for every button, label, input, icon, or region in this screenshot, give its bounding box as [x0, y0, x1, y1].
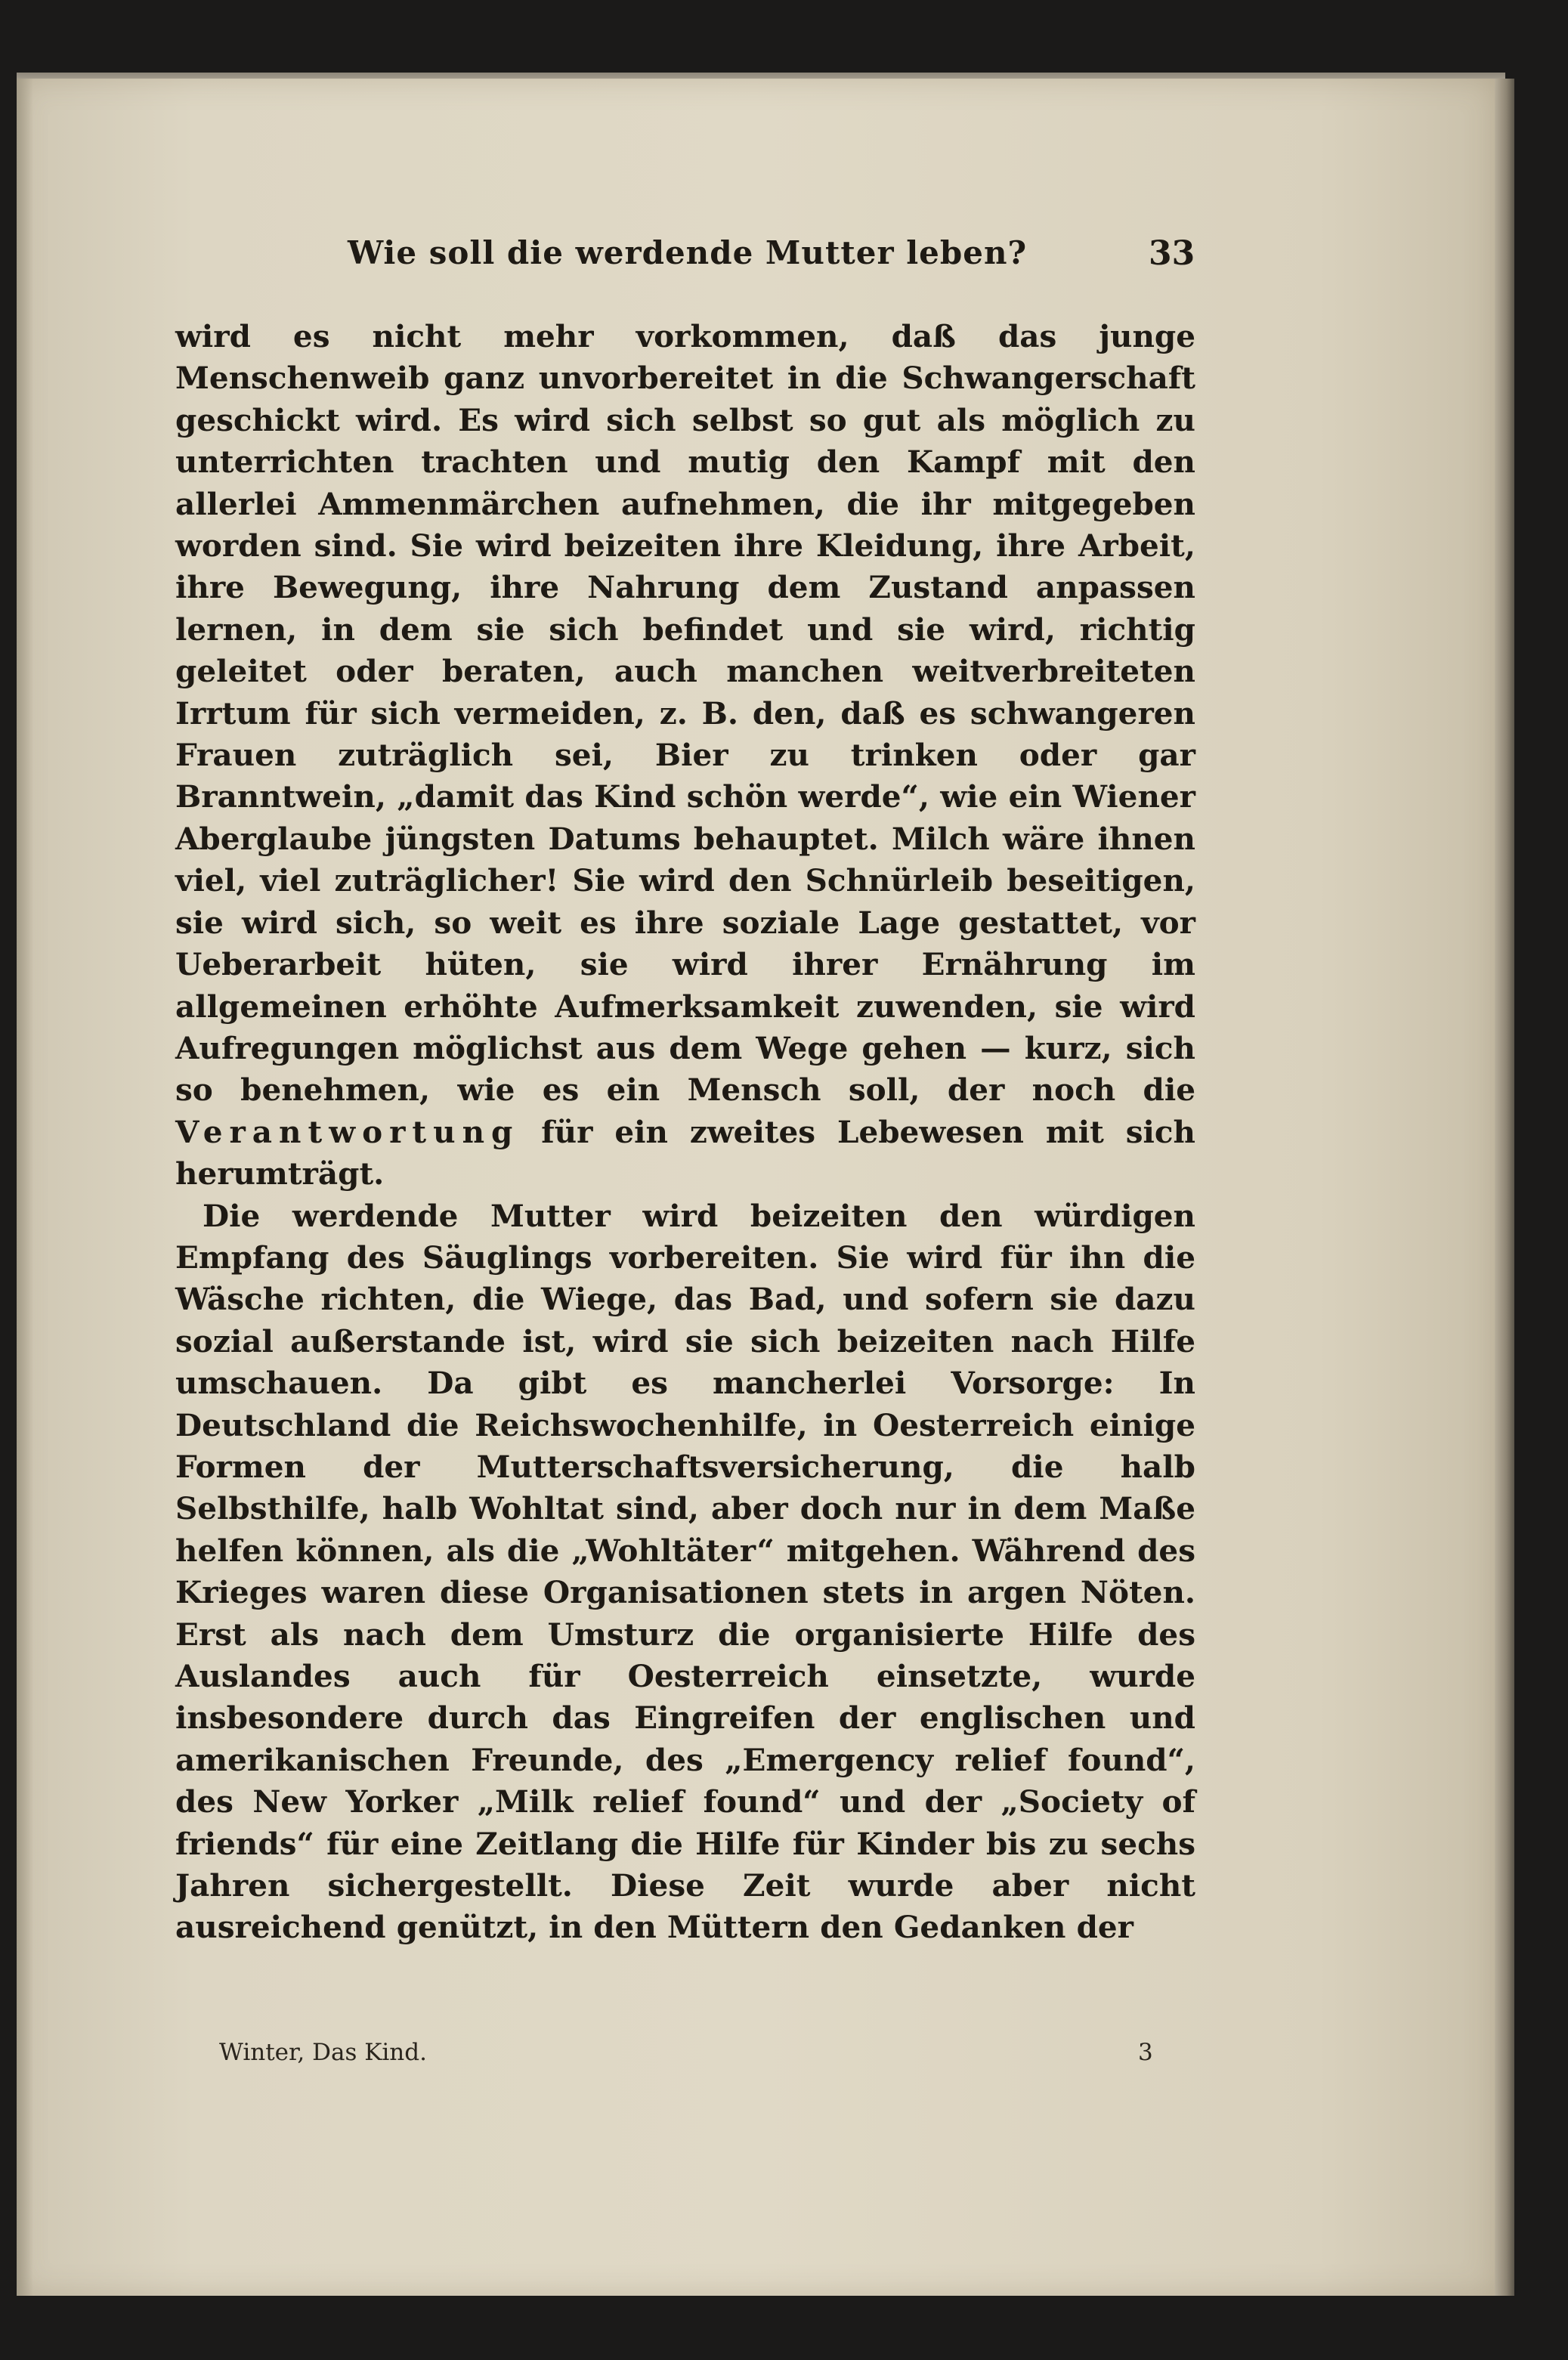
- paragraph-1: [175, 316, 1195, 1195]
- running-title: Wie soll die werdende Mutter leben?: [348, 234, 1028, 271]
- footer-signature: Winter, Das Kind.: [219, 2039, 427, 2066]
- paragraph-2: Die werdende Mutter wird beizeiten den würdigen Empfang des Säuglings vorbereiten. Sie wird für ihn die Wäsche richten, die Wiege, das Bad, und sofern sie dazu sozial außerstande ist, wird sie sich beizeiten nach Hilfe umschauen. Da gibt es mancherlei Vorsorge: In Deutschland die Reichswochenhilfe, in Oesterreich einige Formen der Mutterschaftsversicherung, die halb Selbsthilfe, halb Wohltat sind, aber doch nur in dem Maße helfen können, als die „Wohltäter“ mitgehen. Während des Krieges waren diese Organisationen stets in argen Nöten. Erst als nach dem Umsturz die organisierte Hilfe des Auslandes auch für Oesterreich einsetzte, wurde insbesondere durch das Eingreifen der englischen und amerikanischen Freunde, des „Emergency relief found“, des New Yorker „Milk relief found“ und der „Society of friends“ für eine Zeitlang die Hilfe für Kinder bis zu sechs Jahren sichergestellt. Diese Zeit wurde aber nicht ausreichend genützt, in den Müttern den Gedanken der: [175, 1197, 1195, 1946]
- page-stack-right-edge: [1495, 79, 1514, 2296]
- page-number: 33: [1149, 234, 1195, 273]
- paragraph-1-text: wird es nicht mehr vorkommen, daß das junge Menschenweib ganz unvorbereitet in die Schwangerschaft geschickt wird. Es wird sich selbst so gut als möglich zu unterrichten trachten und mutig den Kampf mit den allerlei Ammenmärchen aufnehmen, die ihr mitgegeben worden sind. Sie wird beizeiten ihre Kleidung, ihre Arbeit, ihre Bewegung, ihre Nahrung dem Zustand anpassen lernen, in dem sie sich befindet und sie wird, richtig geleitet oder beraten, auch manchen weitverbreiteten Irrtum für sich vermeiden, z. B. den, daß es schwangeren Frauen zuträglich sei, Bier zu trinken oder gar Branntwein, „damit das Kind schön werde“, wie ein Wiener Aberglaube jüngsten Datums behauptet. Milch wäre ihnen viel, viel zuträglicher! Sie wird den Schnürleib beseitigen, sie wird sich, so weit es ihre soziale Lage gestattet, vor Ueberarbeit hüten, sie wird ihrer Ernährung im allgemeinen erhöhte Aufmerksamkeit zuwenden, sie wird Aufregungen möglichst aus dem Wege gehen — kurz, sich so benehmen, wie es ein Mensch soll, der noch die: [175, 318, 1195, 1109]
- binding-gutter: [17, 79, 33, 2296]
- paragraph-1-end: für ein zweites Lebewesen mit sich herumträgt.: [175, 1113, 1195, 1192]
- footer-sheet-number: 3: [1138, 2039, 1153, 2066]
- emphasized-word: Verantwortung: [175, 1113, 520, 1150]
- body-text: [175, 316, 1195, 1949]
